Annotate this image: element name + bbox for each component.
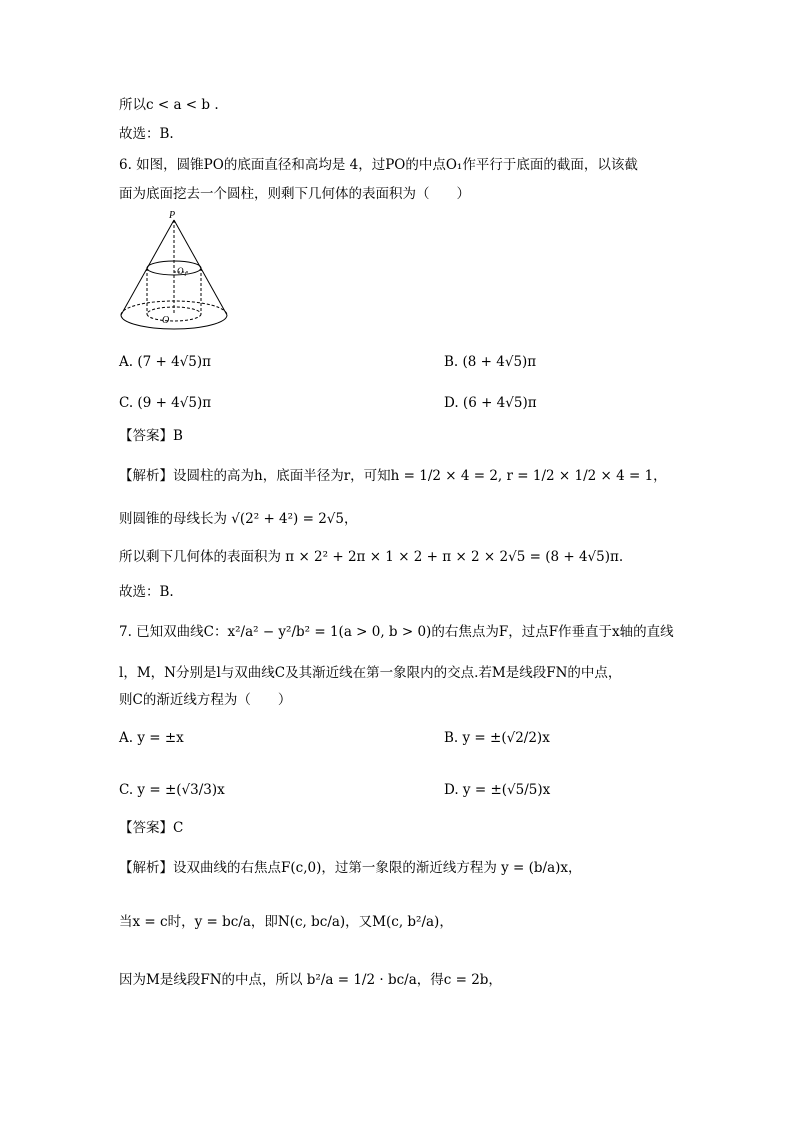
question-7-stem-line1: 7. 已知双曲线C：x²/a² − y²/b² = 1(a > 0, b > 0)的右焦点为F，过点F作垂直于x轴的直线 (119, 624, 674, 640)
question-7-option-a: A. y = ±x (119, 730, 184, 746)
question-6-option-a: A. (7 + 4√5)π (119, 354, 212, 370)
cylinder-bottom (147, 307, 201, 321)
question-7-explanation-3: 因为M是线段FN的中点，所以 b²/a = 1/2 · bc/a，得c = 2b， (119, 972, 502, 988)
question-6-explanation-2: 则圆锥的母线长为 √(2² + 4²) = 2√5， (119, 511, 358, 527)
text-line-conclusion: 所以c < a < b . (119, 97, 219, 113)
question-7-stem-line3: 则C的渐近线方程为（ ） (119, 692, 292, 708)
question-6-option-d: D. (6 + 4√5)π (444, 395, 537, 411)
question-6-stem-line2: 面为底面挖去一个圆柱，则剩下几何体的表面积为（ ） (119, 186, 470, 202)
question-6-option-b: B. (8 + 4√5)π (444, 354, 537, 370)
label-o: O (162, 315, 170, 326)
question-7-option-d: D. y = ±(√5/5)x (444, 782, 551, 798)
cone-base-front (121, 315, 227, 329)
question-6-explanation-4: 故选：B. (119, 584, 174, 600)
question-7-stem-line2: l，M，N分别是l与双曲线C及其渐近线在第一象限内的交点.若M是线段FN的中点， (119, 665, 622, 681)
question-7-answer: 【答案】C (119, 820, 184, 836)
question-6-stem-line1: 6. 如图，圆锥PO的底面直径和高均是 4，过PO的中点O₁作平行于底面的截面，以该截 (119, 157, 638, 173)
question-7-explanation-2: 当x = c时，y = bc/a，即N(c, bc/a)，又M(c, b²/a)， (119, 914, 453, 930)
question-6-explanation-1: 【解析】设圆柱的高为h，底面半径为r，可知h = 1/2 × 4 = 2, r = 1/2 × 1/2 × 4 = 1， (119, 468, 667, 484)
question-6-option-c: C. (9 + 4√5)π (119, 395, 212, 411)
question-7-option-c: C. y = ±(√3/3)x (119, 782, 225, 798)
text-line-choose: 故选：B. (119, 126, 174, 142)
cone-figure (118, 210, 230, 336)
question-6-answer: 【答案】B (119, 428, 183, 444)
label-o1: O₁ (177, 266, 187, 276)
question-6-explanation-3: 所以剩下几何体的表面积为 π × 2² + 2π × 1 × 2 + π × 2 × 2√5 = (8 + 4√5)π. (119, 549, 624, 565)
question-7-explanation-1: 【解析】设双曲线的右焦点F(c,0)，过第一象限的渐近线方程为 y = (b/a)x， (119, 860, 582, 876)
label-p: P (169, 210, 176, 221)
question-7-option-b: B. y = ±(√2/2)x (444, 730, 550, 746)
